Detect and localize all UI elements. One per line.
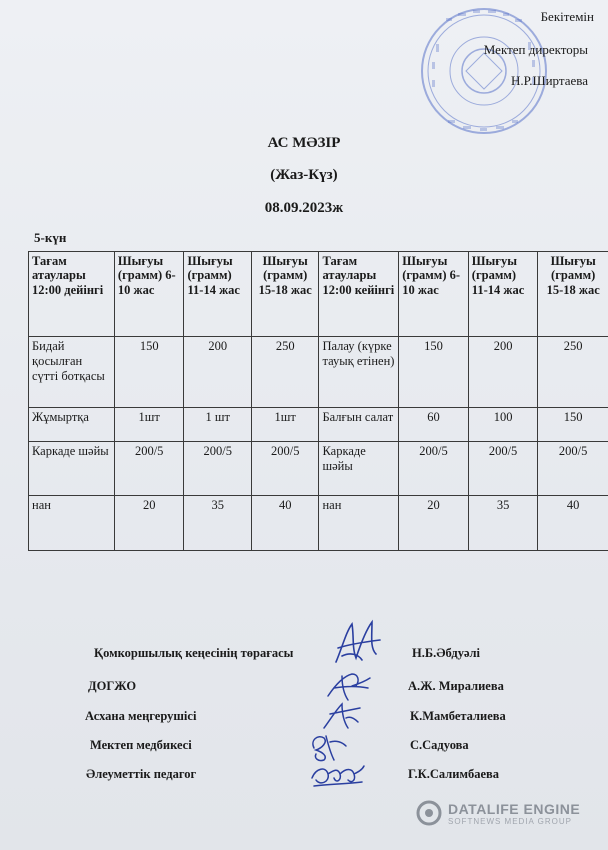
table-cell: 40 bbox=[251, 496, 319, 551]
handwritten-signature bbox=[328, 618, 388, 670]
table-cell: 100 bbox=[468, 408, 538, 442]
signature-role: Асхана меңгерушісі bbox=[85, 709, 197, 723]
menu-table bbox=[28, 251, 608, 551]
menu-title: АС МӘЗІР bbox=[267, 135, 341, 151]
table-cell: 200/5 bbox=[538, 442, 608, 496]
column-header: Шығуы (грамм) 15-18 жас bbox=[538, 252, 608, 337]
watermark-tagline: SOFTNEWS MEDIA GROUP bbox=[448, 816, 573, 826]
column-header: Шығуы (грамм) 11-14 жас bbox=[468, 252, 538, 337]
table-cell: 200/5 bbox=[114, 442, 184, 496]
datalife-logo-icon bbox=[416, 800, 442, 826]
column-header: Тағам атаулары 12:00 кейінгі bbox=[319, 252, 399, 337]
table-cell: 200/5 bbox=[399, 442, 469, 496]
table-cell: Каркаде шәйы bbox=[29, 442, 115, 496]
watermark-logo bbox=[416, 800, 580, 826]
table-cell: Жұмыртқа bbox=[29, 408, 115, 442]
table-cell: 200/5 bbox=[184, 442, 252, 496]
table-row bbox=[29, 496, 608, 551]
table-row bbox=[29, 337, 608, 408]
handwritten-signature bbox=[306, 756, 368, 792]
column-header: Шығуы (грамм) 6-10 жас bbox=[114, 252, 184, 337]
table-cell: 1 шт bbox=[184, 408, 252, 442]
table-cell: нан bbox=[319, 496, 399, 551]
table-cell: 200/5 bbox=[251, 442, 319, 496]
signature-name: Г.К.Салимбаева bbox=[408, 767, 500, 781]
column-header: Шығуы (грамм) 11-14 жас bbox=[184, 252, 252, 337]
signature-name: С.Садуова bbox=[410, 738, 469, 752]
signature-role: Әлеуметтік педагог bbox=[86, 767, 197, 781]
table-cell: 60 bbox=[399, 408, 469, 442]
table-cell: Каркаде шәйы bbox=[319, 442, 399, 496]
signature-name: Н.Б.Әбдуәлі bbox=[412, 646, 481, 660]
watermark-brand: DATALIFE ENGINE bbox=[448, 800, 581, 817]
column-header: Шығуы (грамм) 6-10 жас bbox=[399, 252, 469, 337]
column-header: Тағам атаулары 12:00 дейінгі bbox=[29, 252, 115, 337]
approval-line-approve: Бекітемін bbox=[540, 9, 594, 24]
table-cell: 200 bbox=[468, 337, 538, 408]
approval-line-name: Н.Р.Ширтаева bbox=[510, 73, 588, 88]
table-row bbox=[29, 442, 608, 496]
table-cell: 200 bbox=[184, 337, 252, 408]
table-cell: 200/5 bbox=[468, 442, 538, 496]
approval-line-position: Мектеп директоры bbox=[483, 42, 588, 57]
table-cell: 1шт bbox=[114, 408, 184, 442]
table-cell: Балғын салат bbox=[319, 408, 399, 442]
signature-role: Қомкоршылық кеңесінің төрағасы bbox=[94, 646, 294, 660]
table-row bbox=[29, 408, 608, 442]
menu-season: (Жаз-Күз) bbox=[270, 167, 338, 183]
table-cell: Палау (күрке тауық етінен) bbox=[319, 337, 399, 408]
table-cell: нан bbox=[29, 496, 115, 551]
table-cell: 250 bbox=[251, 337, 319, 408]
table-cell: 150 bbox=[114, 337, 184, 408]
table-cell: 1шт bbox=[251, 408, 319, 442]
table-cell: 35 bbox=[184, 496, 252, 551]
table-cell: 20 bbox=[399, 496, 469, 551]
table-cell: 150 bbox=[399, 337, 469, 408]
column-header: Шығуы (грамм) 15-18 жас bbox=[251, 252, 319, 337]
signature-name: К.Мамбеталиева bbox=[410, 709, 506, 723]
table-cell: 20 bbox=[114, 496, 184, 551]
menu-day: 5-күн bbox=[34, 230, 67, 245]
table-cell: 40 bbox=[538, 496, 608, 551]
approval-block bbox=[484, 10, 594, 109]
menu-date: 08.09.2023ж bbox=[264, 200, 344, 216]
table-cell: 150 bbox=[538, 408, 608, 442]
signature-name: А.Ж. Миралиева bbox=[408, 679, 504, 693]
table-cell: 250 bbox=[538, 337, 608, 408]
signature-role: ДОГЖО bbox=[88, 679, 137, 693]
table-cell: Бидай қосылған сүтті ботқасы bbox=[29, 337, 115, 408]
table-header-row bbox=[29, 252, 608, 337]
table-cell: 35 bbox=[468, 496, 538, 551]
signature-role: Мектеп медбикесі bbox=[90, 738, 192, 752]
